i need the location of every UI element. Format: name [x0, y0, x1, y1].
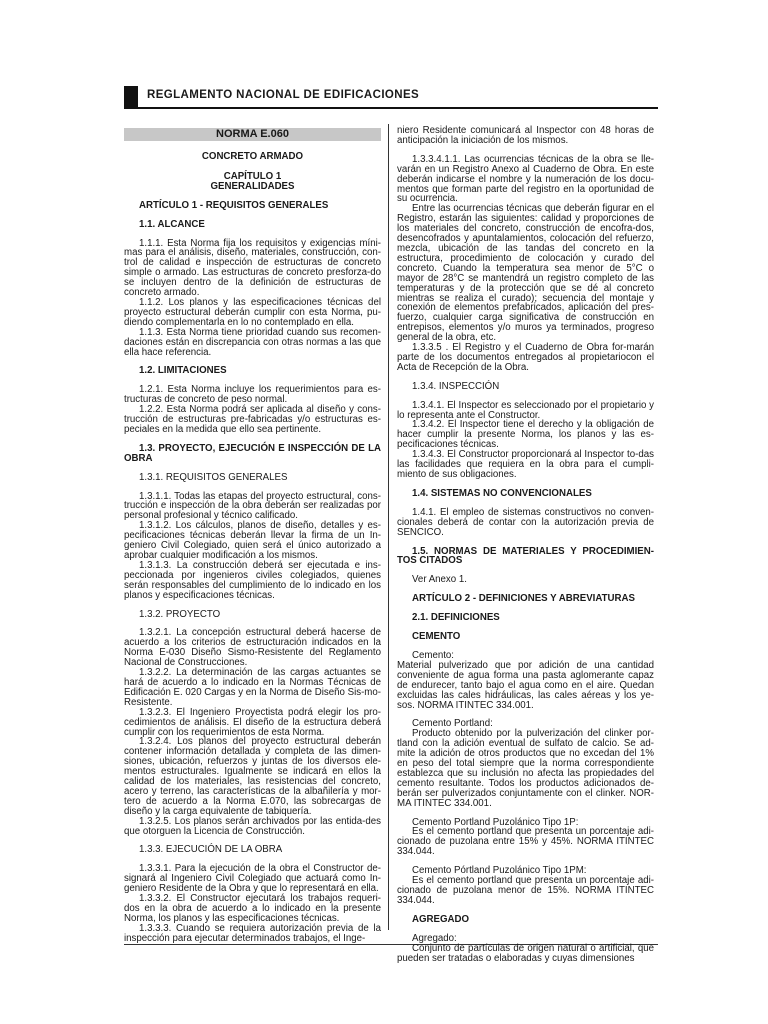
- section-1-3-2-heading: 1.3.2. PROYECTO: [139, 608, 221, 620]
- annex-reference: Ver Anexo 1.: [412, 574, 467, 586]
- puzolanico-1p-label: Cemento Portland Puzolánico Tipo 1P:: [412, 816, 579, 828]
- agregado-label: Agregado:: [412, 932, 457, 944]
- paragraph-1-3-1-1: 1.3.1.1. Todas las etapas del proyecto estructural, cons-trucción e inspección de la obra deberán ser realizadas por personal profesional y técnico calificado.: [124, 490, 381, 522]
- paragraph-1-1-3: 1.1.3. Esta Norma tiene prioridad cuando sus recomen-daciones están en discrepancia con otras normas a las que ella hace referencia.: [124, 326, 381, 358]
- section-1-3-1-heading: 1.3.1. REQUISITOS GENERALES: [139, 471, 288, 483]
- section-1-3-heading: 1.3. PROYECTO, EJECUCIÓN E INSPECCIÓN DE LA OBRA: [124, 442, 381, 464]
- paragraph-1-2-2: 1.2.2. Esta Norma podrá ser aplicada al diseño y cons-trucción de estructuras pre-fabricadas y/o estructuras es-peciales en la medida que ello sea pertinente.: [124, 404, 381, 435]
- puzolanico-1p-definition: Es el cemento portland que presenta un porcentaje adi-cionado de puzolana entre 15% y 45%. NORMA ITINTEC 334.044.: [397, 826, 654, 858]
- section-1-4-heading: 1.4. SISTEMAS NO CONVENCIONALES: [412, 487, 592, 499]
- article-2-heading: ARTÍCULO 2 - DEFINICIONES Y ABREVIATURAS: [412, 593, 636, 605]
- paragraph-1-3-4-1: 1.3.4.1. El Inspector es seleccionado por el propietario y lo representa ante el Constructor.: [397, 399, 654, 421]
- paragraph-1-3-2-4: 1.3.2.4. Los planos del proyecto estructural deberán contener información detallada y completa de las dimen-siones, ubicación, refuerzos y juntas de los diversos ele-mentos estructurales. Igualmente se indicará en ellos la calidad de los materiales, las resistencias del concreto, acero y terreno, las características de la albañilería y mor-tero de acuerdo a la Norma E.070, las sobrecargas de diseño y la carga equivalente de tabiquería.: [124, 736, 381, 817]
- cemento-heading: CEMENTO: [412, 631, 461, 643]
- header-title: REGLAMENTO NACIONAL DE EDIFICACIONES: [147, 89, 420, 101]
- cemento-label: Cemento:: [412, 649, 454, 661]
- paragraph-1-3-2-2: 1.3.2.2. La determinación de las cargas actuantes se hará de acuerdo a lo indicado en la Normas Técnicas de Edificación E. 020 Cargas y en la Norma de Diseño Sis-mo-Resistente.: [124, 667, 381, 708]
- paragraph-1-3-2-3: 1.3.2.3. El Ingeniero Proyectista podrá elegir los pro-cedimientos de análisis. El diseño de la estructura deberá cumplir con los requerimientos de esta Norma.: [124, 706, 381, 738]
- paragraph-1-3-3-1: 1.3.3.1. Para la ejecución de la obra el Constructor de-signará al Ingeniero Civil Colegiado que actuará como In-geniero Residente de la Obra y que lo representará en ella.: [124, 863, 381, 895]
- paragraph-1-3-3-4-1-1: 1.3.3.4.1.1. Las ocurrencias técnicas de la obra se lle-varán en un Registro Anexo al Cuaderno de Obra. En este deberán indicarse el nombre y la numeración de los docu-mentos que forman parte del registro en la oportunidad de su ocurrencia.: [397, 153, 654, 205]
- paragraph-1-3-3-5: 1.3.3.5 . El Registro y el Cuaderno de Obra for-marán parte de los documentos entregados al propietariocon el Acta de Recepción de la Obra.: [397, 342, 654, 373]
- paragraph-1-1-1: 1.1.1. Esta Norma fija los requisitos y exigencias míni-mas para el análisis, diseño, materiales, construcción, con-trol de calidad e inspección de estructuras de concreto simple o armado. Las estructuras de concreto presforza-do se incluyen dentro de la definición de estructuras de concreto armado.: [124, 237, 381, 299]
- column-divider: [388, 124, 389, 930]
- puzolanico-1pm-definition: Es el cemento portland que presenta un porcentaje adi-cionado de puzolana menor de 15%. NORMA ITINTEC 334.044.: [397, 875, 654, 906]
- article-1-heading: ARTÍCULO 1 - REQUISITOS GENERALES: [139, 199, 329, 211]
- chapter-number: CAPÍTULO 1: [223, 170, 282, 182]
- paragraph-1-3-4-2: 1.3.4.2. El Inspector tiene el derecho y la obligación de hacer cumplir la presente Norma, los planos y las es-pecificaciones técnicas.: [397, 419, 654, 451]
- agregado-definition: Conjunto de partículas de origen natural o artificial, que pueden ser tratadas o elaboradas y cuyas dimensiones: [397, 942, 654, 964]
- section-1-1-heading: 1.1. ALCANCE: [139, 218, 205, 230]
- cemento-definition: Material pulverizado que por adición de una cantidad conveniente de agua forma una pasta aglomerante capaz de endurecer, tanto bajo el agua como en el aire. Quedan excluidas las cales hidráulicas, las cales aéreas y los ye-sos. NORMA ITINTEC 334.001.: [397, 659, 654, 711]
- header-rule: [124, 107, 658, 109]
- paragraph-1-3-1-2: 1.3.1.2. Los cálculos, planos de diseño, detalles y es-pecificaciones técnicas deberán llevar la firma de un In-geniero Civil Colegiado, quien será el único autorizado a aprobar cualquier modificación a los mismos.: [124, 520, 381, 561]
- paragraph-1-3-2-1: 1.3.2.1. La concepción estructural deberá hacerse de acuerdo a los criterios de estructuración indicados en la Norma E-030 Diseño Sismo-Resistente del Reglamento Nacional de Construcciones.: [124, 627, 381, 669]
- paragraph-ocurrencias: Entre las ocurrencias técnicas que deberán figurar en el Registro, estarán las siguientes: calidad y proporciones de los materiales del concreto, construcción de encofra-dos, desencofrados y apuntalamientos, colocación del refuerzo, mezcla, ubicación de las tandas del concreto en la estructura, procedimiento de colocación y curado del concreto. Cuando la temperatura sea menor de 5°C o mayor de 28°C se mantendrá un registro completo de las temperaturas y de la protección que se dé al concreto mientras se realiza el curado); secuencia del montaje y conexión de elementos prefabricados, aplicación del pres-fuerzo, cualquier carga significativa de construcción en entrepisos, elementos y/o muros ya terminados, progreso general de la obra, etc.: [397, 203, 654, 344]
- paragraph-1-3-3-3: 1.3.3.3. Cuando se requiera autorización previa de la inspección para ejecutar determinados trabajos, el Inge-: [124, 922, 381, 944]
- paragraph-1-4-1: 1.4.1. El empleo de sistemas constructivos no conven-cionales deberá de contar con la autorización previa de SENCICO.: [397, 506, 654, 538]
- right-column: [397, 126, 654, 963]
- left-column: [124, 126, 381, 944]
- agregado-heading: AGREGADO: [412, 913, 470, 925]
- paragraph-1-3-4-3: 1.3.4.3. El Constructor proporcionará al Inspector to-das las facilidades que requiera en la obra para el cumpli-miento de sus obligaciones.: [397, 449, 654, 480]
- paragraph-1-3-2-5: 1.3.2.5. Los planos serán archivados por las entida-des que otorguen la Licencia de Construcción.: [124, 815, 381, 837]
- chapter-title: GENERALIDADES: [210, 180, 295, 192]
- section-2-1-heading: 2.1. DEFINICIONES: [412, 612, 500, 624]
- paragraph-1-3-3-2: 1.3.3.2. El Constructor ejecutará los trabajos requeri-dos en la obra de acuerdo a lo indicado en la presente Norma, los planos y las especificaciones técnicas.: [124, 893, 381, 924]
- portland-label: Cemento Portland:: [412, 718, 493, 730]
- section-1-2-heading: 1.2. LIMITACIONES: [139, 365, 227, 377]
- header-marker: [124, 86, 138, 108]
- page-header: [124, 86, 658, 108]
- section-1-3-4-heading: 1.3.4. INSPECCIÓN: [412, 380, 500, 392]
- paragraph-continuation: niero Residente comunicará al Inspector con 48 horas de anticipación la iniciación de los mismos.: [397, 125, 654, 146]
- portland-definition: Producto obtenido por la pulverización del clinker por-tland con la adición eventual de sulfato de calcio. Se ad-mite la adición de otros productos que no excedan del 1% en peso del total siempre que la norma correspondiente establezca que su inclusión no afecta las propiedades del cemento resultante. Todos los productos adicionados de-berán ser pulverizados conjuntamente con el clinker. NOR-MA ITINTEC 334.001.: [397, 728, 654, 809]
- section-1-3-3-heading: 1.3.3. EJECUCIÓN DE LA OBRA: [139, 844, 283, 856]
- section-1-5-heading: 1.5. NORMAS DE MATERIALES Y PROCEDIMIEN-TOS CITADOS: [397, 545, 654, 567]
- paragraph-1-2-1: 1.2.1. Esta Norma incluye los requerimientos para es-tructuras de concreto de peso normal.: [124, 384, 381, 406]
- puzolanico-1pm-label: Cemento Pórtland Puzolánico Tipo 1PM:: [412, 865, 587, 877]
- document-subtitle: CONCRETO ARMADO: [201, 151, 304, 162]
- paragraph-1-3-1-3: 1.3.1.3. La construcción deberá ser ejecutada e ins-peccionada por ingenieros civiles colegiados, quienes serán responsables del cumplimiento de lo indicado en los planos y especificaciones técnicas.: [124, 559, 381, 601]
- paragraph-1-1-2: 1.1.2. Los planos y las especificaciones técnicas del proyecto estructural deberán cumplir con esta Norma, pu-diendo complementarla en lo no contemplado en ella.: [124, 296, 381, 328]
- norma-title: NORMA E.060: [124, 128, 381, 141]
